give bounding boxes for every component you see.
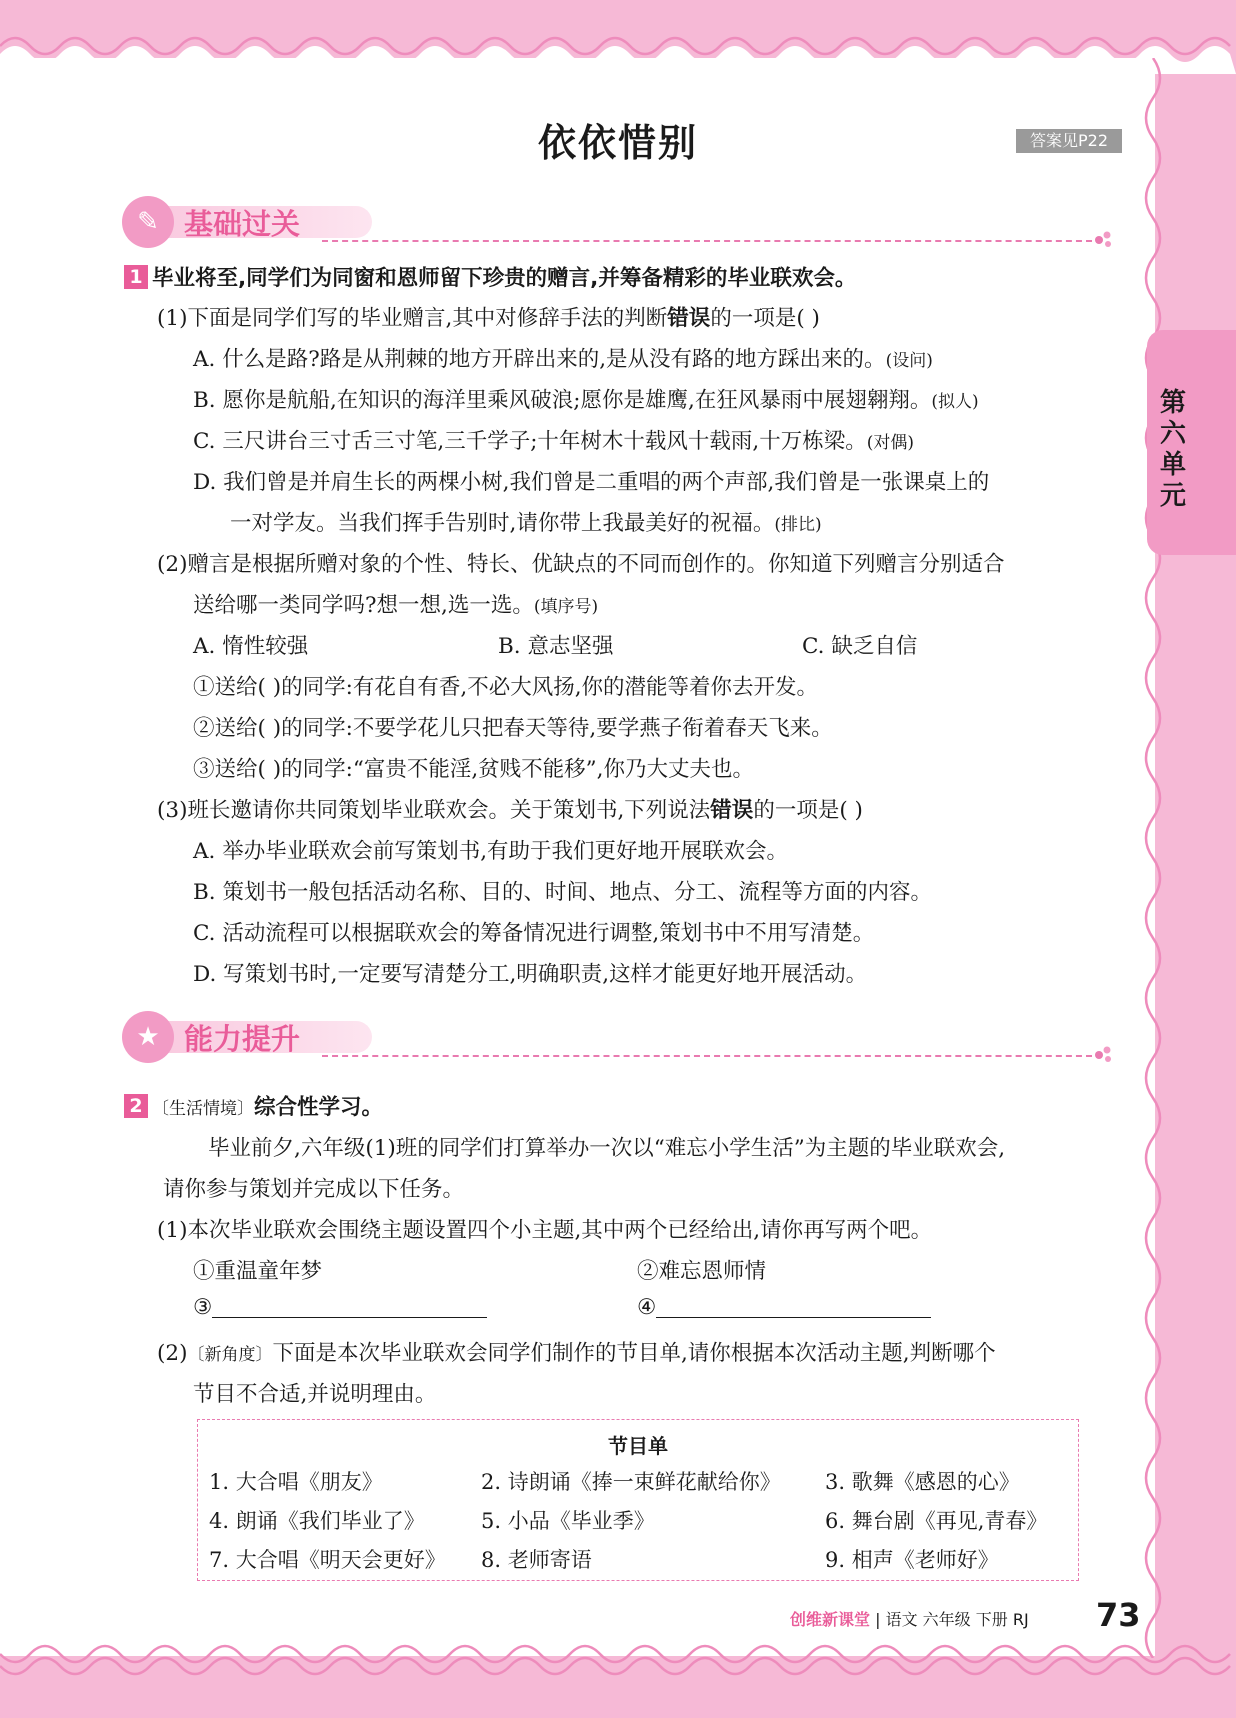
section-title: 基础过关	[184, 207, 301, 241]
section-divider	[322, 240, 1092, 242]
emphasis-text: 错误	[710, 798, 754, 823]
option-text: 一对学友。当我们挥手告别时,请你带上我最美好的祝福。	[230, 511, 775, 536]
program-item: 7. 大合唱《明天会更好》	[209, 1548, 446, 1572]
quote-text: “富贵不能淫,贫贱不能移”,你乃大丈夫也。	[352, 757, 755, 782]
option-tag: (排比)	[774, 515, 822, 535]
plan-option-a[interactable]: A. 举办毕业联欢会前写策划书,有助于我们更好地开展联欢会。	[193, 839, 789, 864]
quote-text: 有花自有香,不必大风扬,你的潜能等着你去开发。	[352, 675, 819, 700]
theme-4-blank[interactable]	[656, 1295, 931, 1318]
gift-item-1[interactable]	[193, 670, 818, 701]
theme-3	[193, 1295, 487, 1320]
top-wave-border	[0, 34, 1236, 74]
dots-ornament-icon	[1094, 1045, 1114, 1065]
section-divider	[322, 1055, 1092, 1057]
question-2-stem	[124, 1090, 383, 1121]
part-text: 下面是本次毕业联欢会同学们制作的节目单,请你根据本次活动主题,判断哪个	[272, 1341, 996, 1366]
q2-part2-line1	[157, 1336, 996, 1367]
theme-2: ②难忘恩师情	[637, 1259, 767, 1284]
part-text: (3)班长邀请你共同策划毕业联欢会。关于策划书,下列说法	[157, 798, 711, 823]
unit-tab-label: 第六单元	[1160, 388, 1187, 511]
program-item: 4. 朗诵《我们毕业了》	[209, 1509, 425, 1533]
part-text: (1)下面是同学们写的毕业赠言,其中对修辞手法的判断	[157, 306, 668, 331]
emphasis-text: 错误	[667, 306, 711, 331]
part-tag: (填序号)	[533, 597, 599, 617]
section-header-ability	[122, 1011, 1114, 1063]
section-header-basics	[122, 196, 1114, 248]
program-item: 1. 大合唱《朋友》	[209, 1470, 383, 1494]
footer-subject: 语文 六年级 下册 RJ	[885, 1610, 1029, 1629]
theme-4	[637, 1295, 931, 1320]
plan-option-d[interactable]: D. 写策划书时,一定要写清楚分工,明确职责,这样才能更好地开展活动。	[193, 962, 868, 987]
program-item: 8. 老师寄语	[481, 1548, 592, 1572]
angle-tag: 〔新角度〕	[187, 1345, 273, 1365]
book-icon: ✎	[122, 196, 174, 248]
trophy-icon: ★	[122, 1011, 174, 1063]
option-a[interactable]	[193, 342, 933, 373]
option-tag: (设问)	[885, 351, 933, 371]
q1-part2-line1: (2)赠言是根据所赠对象的个性、特长、优缺点的不同而创作的。你知道下列赠言分别适合	[157, 552, 1005, 577]
option-d-continued	[230, 506, 822, 537]
option-tag: (拟人)	[931, 392, 979, 412]
theme-3-blank[interactable]	[212, 1295, 487, 1318]
fill-blank[interactable]: ①送给( )的同学:	[193, 675, 353, 700]
plan-option-b[interactable]: B. 策划书一般包括活动名称、目的、时间、地点、分工、流程等方面的内容。	[193, 880, 932, 905]
bottom-wave-border	[0, 1640, 1236, 1680]
context-tag: 〔生活情境〕	[152, 1099, 254, 1119]
program-list-box	[197, 1419, 1079, 1581]
option-c[interactable]	[193, 424, 914, 455]
question-text: 毕业将至,同学们为同窗和恩师留下珍贵的赠言,并筹备精彩的毕业联欢会。	[152, 266, 857, 291]
option-tag: (对偶)	[866, 433, 915, 453]
answer-blank[interactable]: 的一项是( )	[753, 798, 863, 823]
footer-info	[790, 1607, 1029, 1630]
q2-intro-line2: 请你参与策划并完成以下任务。	[163, 1177, 465, 1202]
program-item: 3. 歌舞《感恩的心》	[825, 1470, 1020, 1494]
fill-blank[interactable]: ③送给( )的同学:	[193, 757, 353, 782]
q2-part2-line2: 节目不合适,并说明理由。	[193, 1382, 437, 1407]
right-wave-border	[1141, 58, 1171, 1658]
option-text: A. 什么是路?路是从荆棘的地方开辟出来的,是从没有路的地方踩出来的。	[193, 347, 886, 372]
theme-1: ①重温童年梦	[193, 1259, 323, 1284]
program-item: 6. 舞台剧《再见,青春》	[825, 1509, 1048, 1533]
answer-blank[interactable]: 的一项是( )	[710, 306, 820, 331]
option-text: C. 三尺讲台三寸舌三寸笔,三千学子;十年树木十载风十载雨,十万栋梁。	[193, 429, 867, 454]
option-text: D. 我们曾是并肩生长的两棵小树,我们曾是二重唱的两个声部,我们曾是一张课桌上的	[193, 470, 990, 495]
q1-part2-line2	[193, 588, 598, 619]
question-1-stem	[124, 261, 856, 292]
page-title: 依依惜别	[537, 121, 698, 165]
q1-part3	[157, 793, 863, 824]
option-text: B. 愿你是航船,在知识的海洋里乘风破浪;愿你是雄鹰,在狂风暴雨中展翅翱翔。	[193, 388, 932, 413]
option-d[interactable]	[193, 465, 989, 496]
quote-text: 不要学花儿只把春天等待,要学燕子衔着春天飞来。	[352, 716, 833, 741]
program-item: 2. 诗朗诵《捧一束鲜花献给你》	[481, 1470, 781, 1494]
q1-part1	[157, 301, 820, 332]
program-item: 5. 小品《毕业季》	[481, 1509, 655, 1533]
theme-number: ④	[637, 1295, 657, 1320]
q2-intro-line1: 毕业前夕,六年级(1)班的同学们打算举办一次以“难忘小学生活”为主题的毕业联欢会,	[208, 1136, 1006, 1161]
choice-c: C. 缺乏自信	[802, 634, 918, 659]
question-number: 2	[124, 1094, 148, 1118]
part-text: 送给哪一类同学吗?想一想,选一选。	[193, 593, 534, 618]
program-item: 9. 相声《老师好》	[825, 1548, 999, 1572]
part-number: (2)	[157, 1341, 188, 1366]
program-list-title: 节目单	[608, 1434, 668, 1458]
gift-item-2[interactable]	[193, 711, 833, 742]
footer-brand: 创维新课堂	[790, 1610, 871, 1629]
theme-number: ③	[193, 1295, 213, 1320]
footer-separator: |	[875, 1610, 881, 1629]
fill-blank[interactable]: ②送给( )的同学:	[193, 716, 353, 741]
choice-a: A. 惰性较强	[193, 634, 309, 659]
answer-reference-badge: 答案见P22	[1016, 129, 1122, 153]
section-title: 能力提升	[184, 1022, 301, 1056]
page-number: 73	[1096, 1596, 1141, 1634]
choice-b: B. 意志坚强	[498, 634, 614, 659]
dots-ornament-icon	[1094, 230, 1114, 250]
plan-option-c[interactable]: C. 活动流程可以根据联欢会的筹备情况进行调整,策划书中不用写清楚。	[193, 921, 875, 946]
gift-item-3[interactable]	[193, 752, 754, 783]
question-number: 1	[124, 265, 148, 289]
question-text: 综合性学习。	[254, 1095, 384, 1120]
q2-part1: (1)本次毕业联欢会围绕主题设置四个小主题,其中两个已经给出,请你再写两个吧。	[157, 1218, 933, 1243]
option-b[interactable]	[193, 383, 979, 414]
